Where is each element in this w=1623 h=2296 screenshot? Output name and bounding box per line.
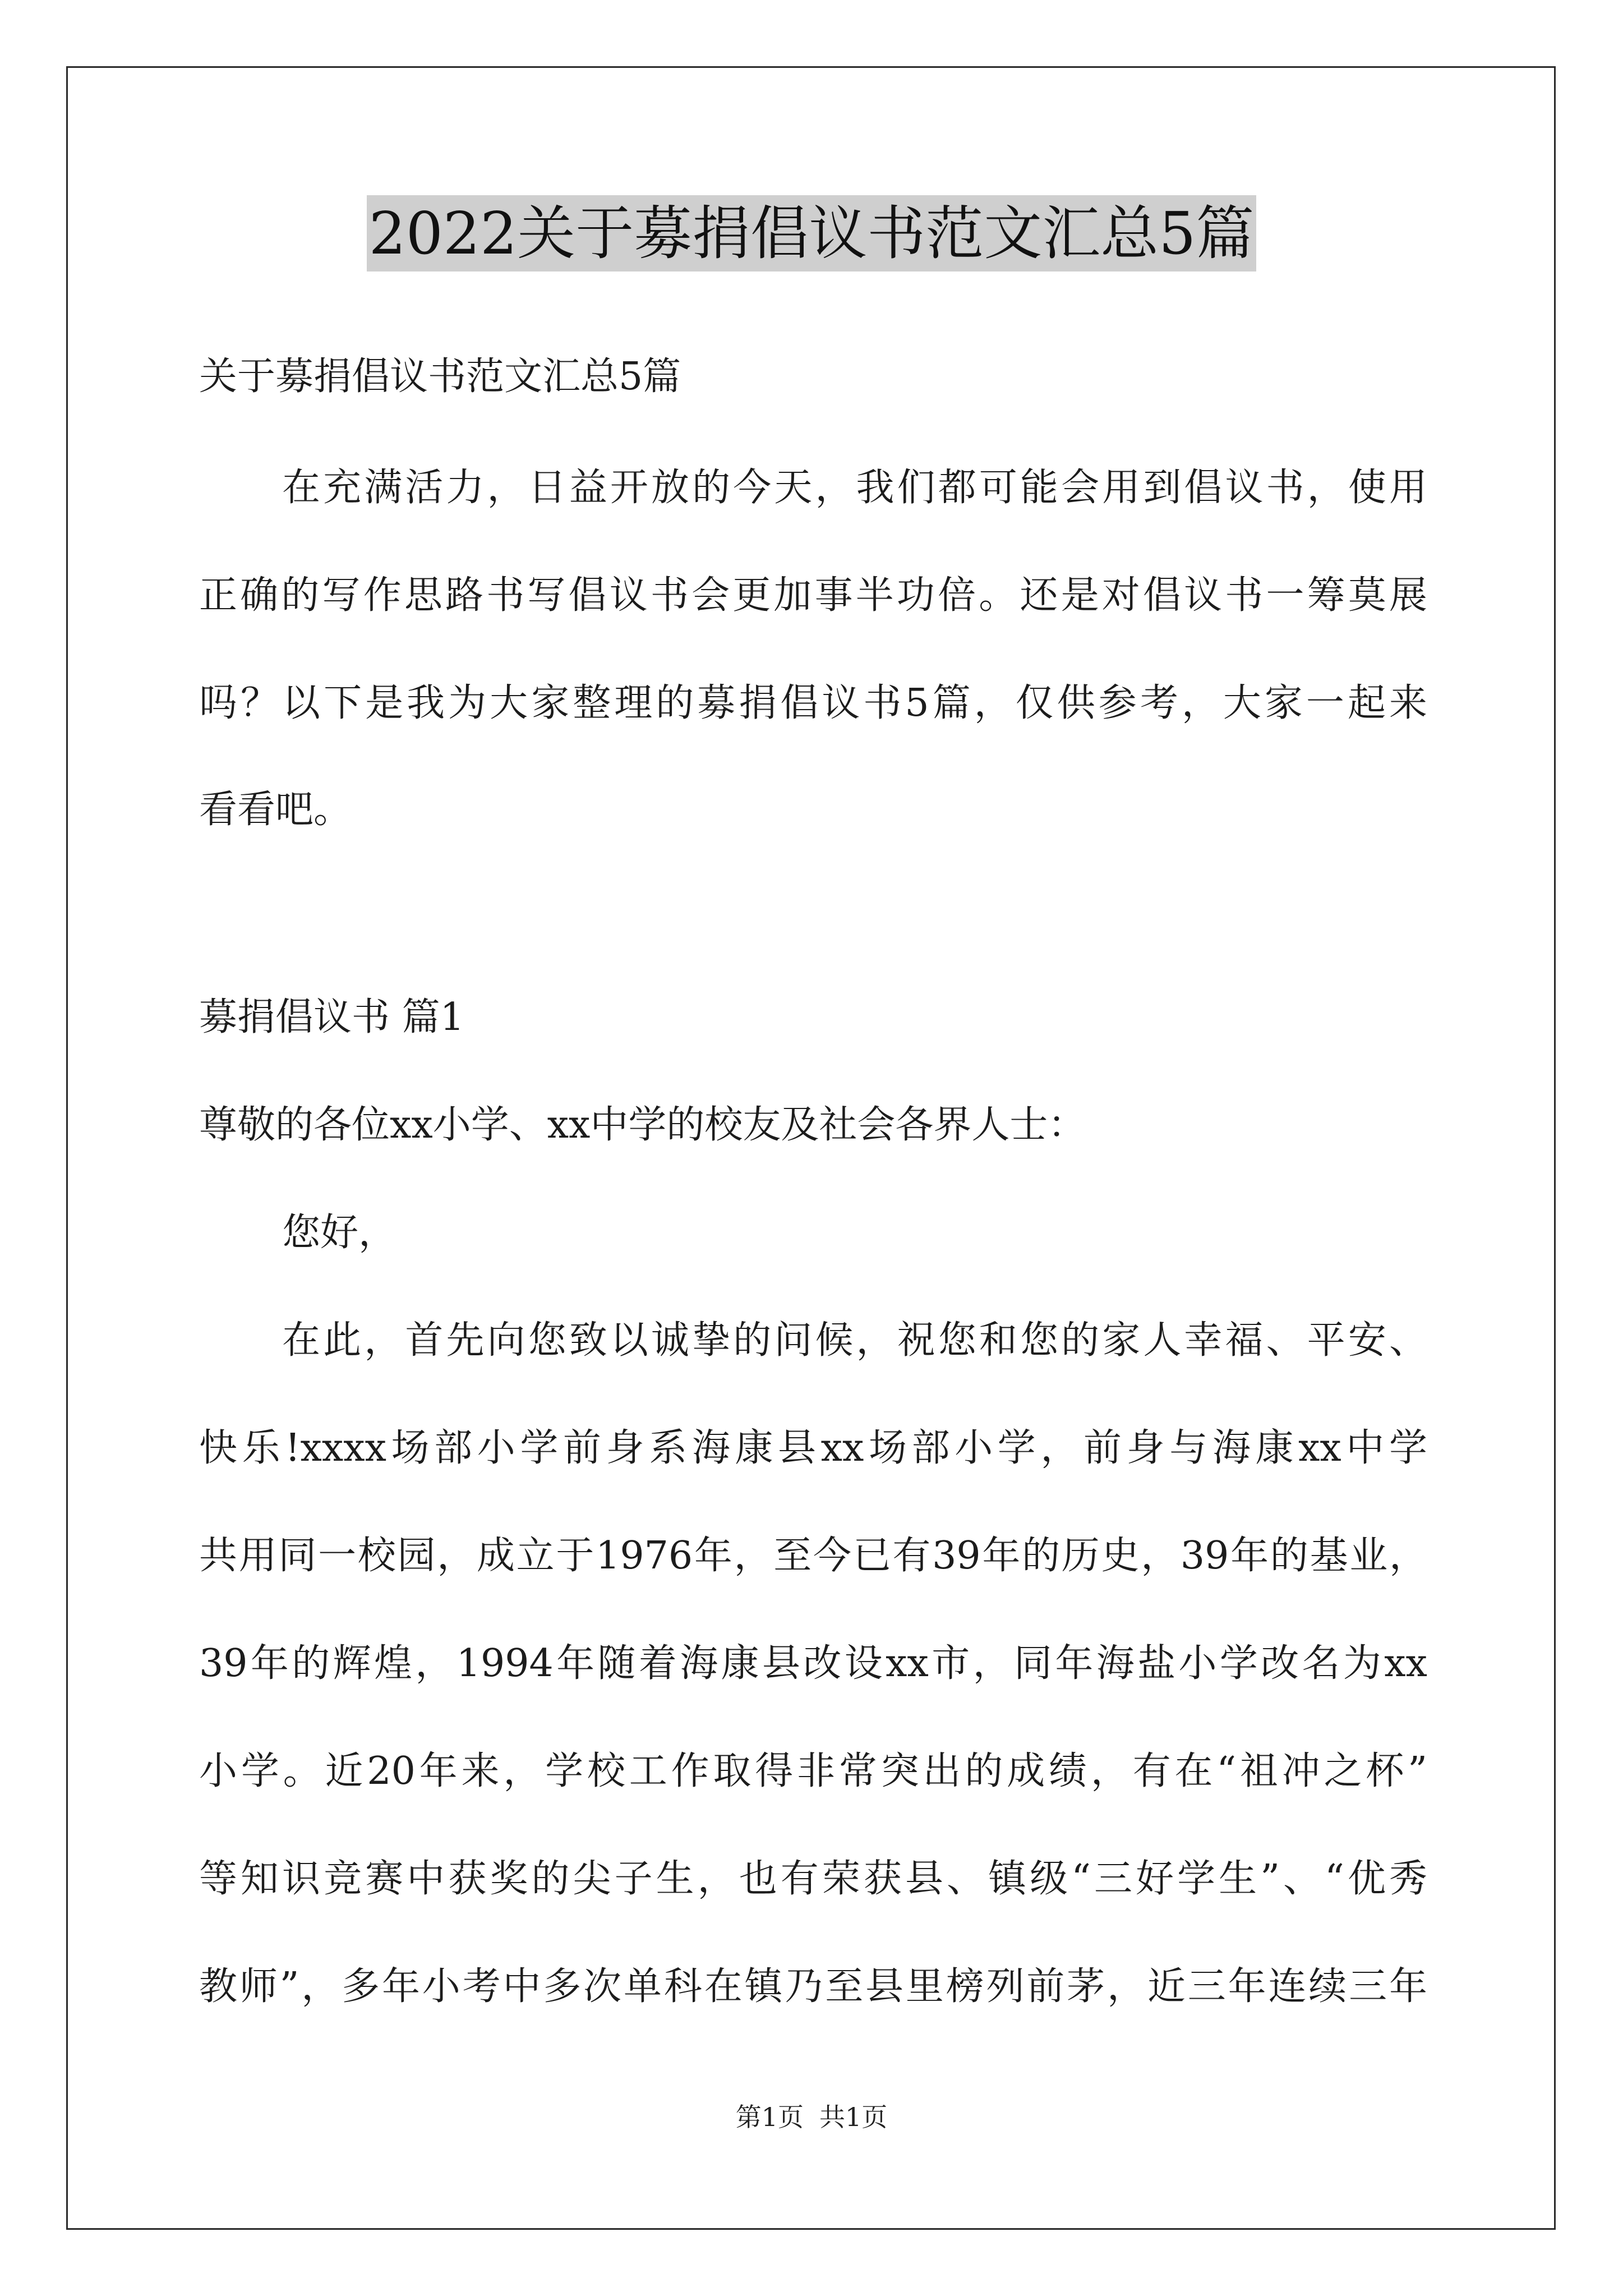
intro-line: 正确的写作思路书写倡议书会更加事半功倍。还是对倡议书一筹莫展: [199, 573, 1427, 618]
body-line: 小学。近20年来，学校工作取得非常突出的成绩，有在“祖冲之杯”: [199, 1749, 1427, 1793]
subtitle: 关于募捐倡议书范文汇总5篇: [199, 355, 681, 399]
title-container: [0, 195, 1623, 272]
salutation: 尊敬的各位xx小学、xx中学的校友及社会各界人士：: [199, 1103, 1086, 1147]
body-line: 等知识竞赛中获奖的尖子生，也有荣获县、镇级“三好学生”、“优秀: [199, 1857, 1427, 1901]
body-line: 共用同一校园，成立于1976年，至今已有39年的历史，39年的基业，: [199, 1534, 1427, 1578]
page-footer: [0, 2101, 1623, 2133]
greeting: 您好，: [282, 1211, 397, 1255]
page-number-total: 共1页: [819, 2102, 888, 2132]
page-number-current: 第1页: [735, 2102, 804, 2132]
section-heading: 募捐倡议书 篇1: [199, 995, 464, 1039]
document-title: 2022关于募捐倡议书范文汇总5篇: [367, 195, 1257, 272]
intro-line: 看看吧。: [199, 788, 352, 832]
intro-line: 吗？以下是我为大家整理的募捐倡议书5篇，仅供参考，大家一起来: [199, 681, 1427, 725]
intro-line: 在充满活力，日益开放的今天，我们都可能会用到倡议书，使用: [282, 466, 1427, 510]
body-line: 快乐!xxxx场部小学前身系海康县xx场部小学，前身与海康xx中学: [199, 1426, 1427, 1470]
body-line: 在此，首先向您致以诚挚的问候，祝您和您的家人幸福、平安、: [282, 1318, 1427, 1363]
body-line: 39年的辉煌，1994年随着海康县改设xx市，同年海盐小学改名为xx: [199, 1641, 1427, 1686]
body-line: 教师”，多年小考中多次单科在镇乃至县里榜列前茅，近三年连续三年: [199, 1964, 1427, 2009]
